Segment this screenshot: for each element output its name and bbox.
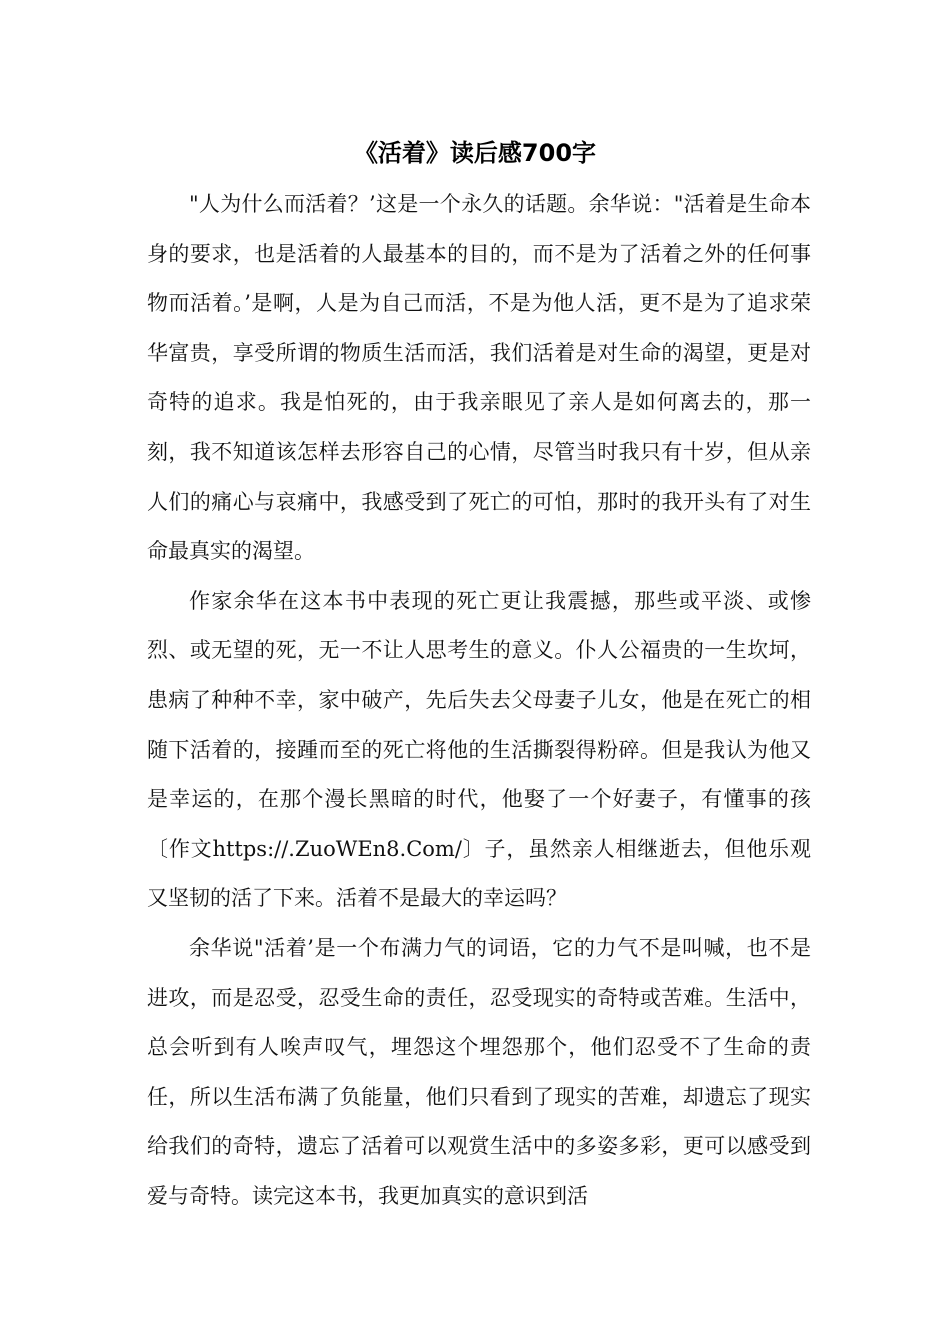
document-body <box>147 180 811 1221</box>
paragraph-3: 余华说"活着’是一个布满力气的词语，它的力气不是叫喊，也不是进攻，而是忍受，忍受生命的责任，忍受现实的奇特或苦难。生活中，总会听到有人唉声叹气，埋怨这个埋怨那个，他们忍受不了生命的责任，所以生活布满了负能量，他们只看到了现实的苦难，却遗忘了现实给我们的奇特，遗忘了活着可以观赏生活中的多姿多彩，更可以感受到爱与奇特。读完这本书，我更加真实的意识到活 <box>147 935 811 1208</box>
paragraph-1: "人为什么而活着？’这是一个永久的话题。余华说："活着是生命本身的要求，也是活着的人最基本的目的，而不是为了活着之外的任何事物而活着。’是啊，人是为自己而活，不是为他人活，更不是为了追求荣华富贵，享受所谓的物质生活而活，我们活着是对生命的渴望，更是对奇特的追求。我是怕死的，由于我亲眼见了亲人是如何离去的，那一刻，我不知道该怎样去形容自己的心情，尽管当时我只有十岁，但从亲人们的痛心与哀痛中，我感受到了死亡的可怕，那时的我开头有了对生命最真实的渴望。 <box>147 192 811 564</box>
paragraph-2: 作家余华在这本书中表现的死亡更让我震撼，那些或平淡、或惨烈、或无望的死，无一不让人思考生的意义。仆人公福贵的一生坎坷，患病了种种不幸，家中破产，先后失去父母妻子儿女，他是在死亡的相随下活着的，接踵而至的死亡将他的生活撕裂得粉碎。但是我认为他又是幸运的，在那个漫长黑暗的时代，他娶了一个好妻子，有懂事的孩〔作文https://.ZuoWEn8.Com/〕子，虽然亲人相继逝去，但他乐观又坚韧的活了下来。活着不是最大的幸运吗？ <box>147 588 811 911</box>
document-title: 《活着》读后感700字 <box>353 139 597 167</box>
